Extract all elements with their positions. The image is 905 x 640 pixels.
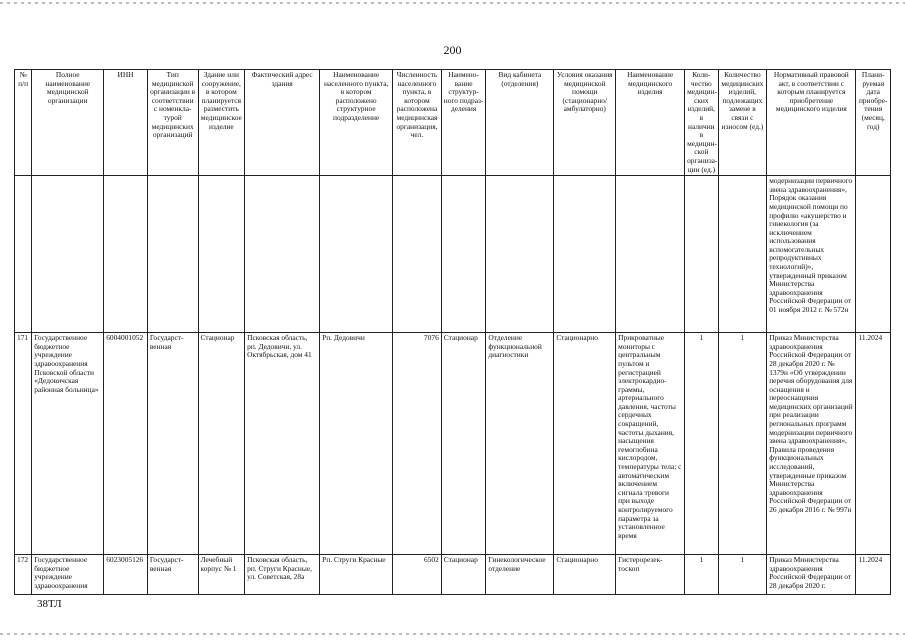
row-department: Отделение функциональной диагностики: [486, 333, 554, 555]
row-address: Псковская область, рп. Дедовичи, ул. Октябрьская, дом 41: [245, 333, 320, 555]
row-conditions: Стационарно: [554, 333, 616, 555]
row-unit: Стационар: [441, 555, 486, 595]
equipment-table: [14, 69, 891, 595]
table-row: [15, 555, 891, 595]
row-address: Псковская область, рп. Струги Красные, ул. Советская, 28а: [245, 555, 320, 595]
row-device: Гистерорезек-тоскоп: [616, 555, 685, 595]
header-num: № п/п: [15, 70, 32, 176]
row-qty-replace: 1: [718, 555, 767, 595]
row-num: 171: [15, 333, 32, 555]
row-unit: Стационар: [441, 333, 486, 555]
header-department: Вид кабинета (отделения): [486, 70, 554, 176]
header-population: Численность населенного пункта, в котором расположена медицинская организация, чел.: [393, 70, 442, 176]
row-qty-have: 1: [685, 333, 718, 555]
footer-mark: 38ТЛ: [37, 598, 62, 610]
header-address: Фактический адрес здания: [245, 70, 320, 176]
row-org: Государственное бюджетное учреждение здравоохранения: [32, 555, 104, 595]
header-device: Наименование медицинского изделия: [616, 70, 685, 176]
header-act: Нормативный правовой акт, в соответствии с которым планируется приобретение медицинского изделия: [767, 70, 856, 176]
row-num: 172: [15, 555, 32, 595]
row-locality: Рп. Дедовичи: [320, 333, 393, 555]
header-building: Здание или сооружение, в котором планируется разместить медицинское изделие: [198, 70, 245, 176]
row-date: 11.2024: [856, 555, 891, 595]
row-building: Стационар: [198, 333, 245, 555]
row-device: Прикроватные мониторы с центральным пультом и регистрацией электрокардио-граммы, артериального давления, частоты сердечных сокращений, частоты дыхания, насыщения гемоглобина кислородом, температуры тела; с автоматическим включением сигнала тревоги при выходе контролируемого параметра за установленное время: [616, 333, 685, 555]
continuation-row: [15, 176, 891, 333]
row-conditions: Стационарно: [554, 555, 616, 595]
header-conditions: Условия оказания медицинской помощи (стационарно/ амбулаторно): [554, 70, 616, 176]
header-type: Тип медицинской организации в соответствии с номенкла-турой медицинских организаций: [147, 70, 198, 176]
scan-edge-top: [0, 2, 905, 4]
row-type: Государст-венная: [147, 333, 198, 555]
row-locality: Рп. Струги Красные: [320, 555, 393, 595]
row-type: Государст-венная: [147, 555, 198, 595]
header-unit: Наимено-вание структур-ного подраз-деления: [441, 70, 486, 176]
header-locality: Наименование населенного пункта, в котором расположено структурное подразделение: [320, 70, 393, 176]
row-date: 11.2024: [856, 333, 891, 555]
row-act: Приказ Министерства здравоохранения Российской Федерации от 28 декабря 2020 г.: [767, 555, 856, 595]
header-qty-replace: Количество медицинских изделий, подлежащих замене в связи с износом (ед.): [718, 70, 767, 176]
row-population: 7076: [393, 333, 442, 555]
page-number: 200: [443, 43, 462, 57]
scan-edge-bottom: [0, 633, 905, 635]
continuation-act-text: модернизации первичного звена здравоохранения», Порядок оказания медицинской помощи по профилю «акушерство и гинекология (за исключением использования вспомогательных репродуктивных технологий)», утвержденный приказом Министерства здравоохранения Российской Федерации от 01 ноября 2012 г. № 572н: [767, 176, 856, 333]
table-row: [15, 333, 891, 555]
header-row: [15, 70, 891, 176]
row-inn: 6023005126: [104, 555, 148, 595]
header-org: Полное наименование медицинской организации: [32, 70, 104, 176]
row-building: Лечебный корпус № 1: [198, 555, 245, 595]
row-org: Государственное бюджетное учреждение здравоохранения Псковской области «Дедовичская районная больница»: [32, 333, 104, 555]
header-qty-have: Коли-чество медицин-ских изделий, в наличии в медицин-ской организа-ции (ед.): [685, 70, 718, 176]
row-qty-have: 1: [685, 555, 718, 595]
row-population: 6502: [393, 555, 442, 595]
header-inn: ИНН: [104, 70, 148, 176]
row-qty-replace: 1: [718, 333, 767, 555]
row-act: Приказ Министерства здравоохранения Российской Федерации от 28 декабря 2020 г. № 1379н «Об утверждении перечня оборудования для оснащения и переоснащения медицинских организаций при реализации региональных программ модернизации первичного звена здравоохранения», Правила проведения функциональных исследований, утвержденные приказом Министерства здравоохранения Российской Федерации от 26 декабря 2016 г. № 997н: [767, 333, 856, 555]
row-inn: 6004001052: [104, 333, 148, 555]
header-date: Плани-руемая дата приобре-тения (месяц, год): [856, 70, 891, 176]
row-department: Гинекологическое отделение: [486, 555, 554, 595]
